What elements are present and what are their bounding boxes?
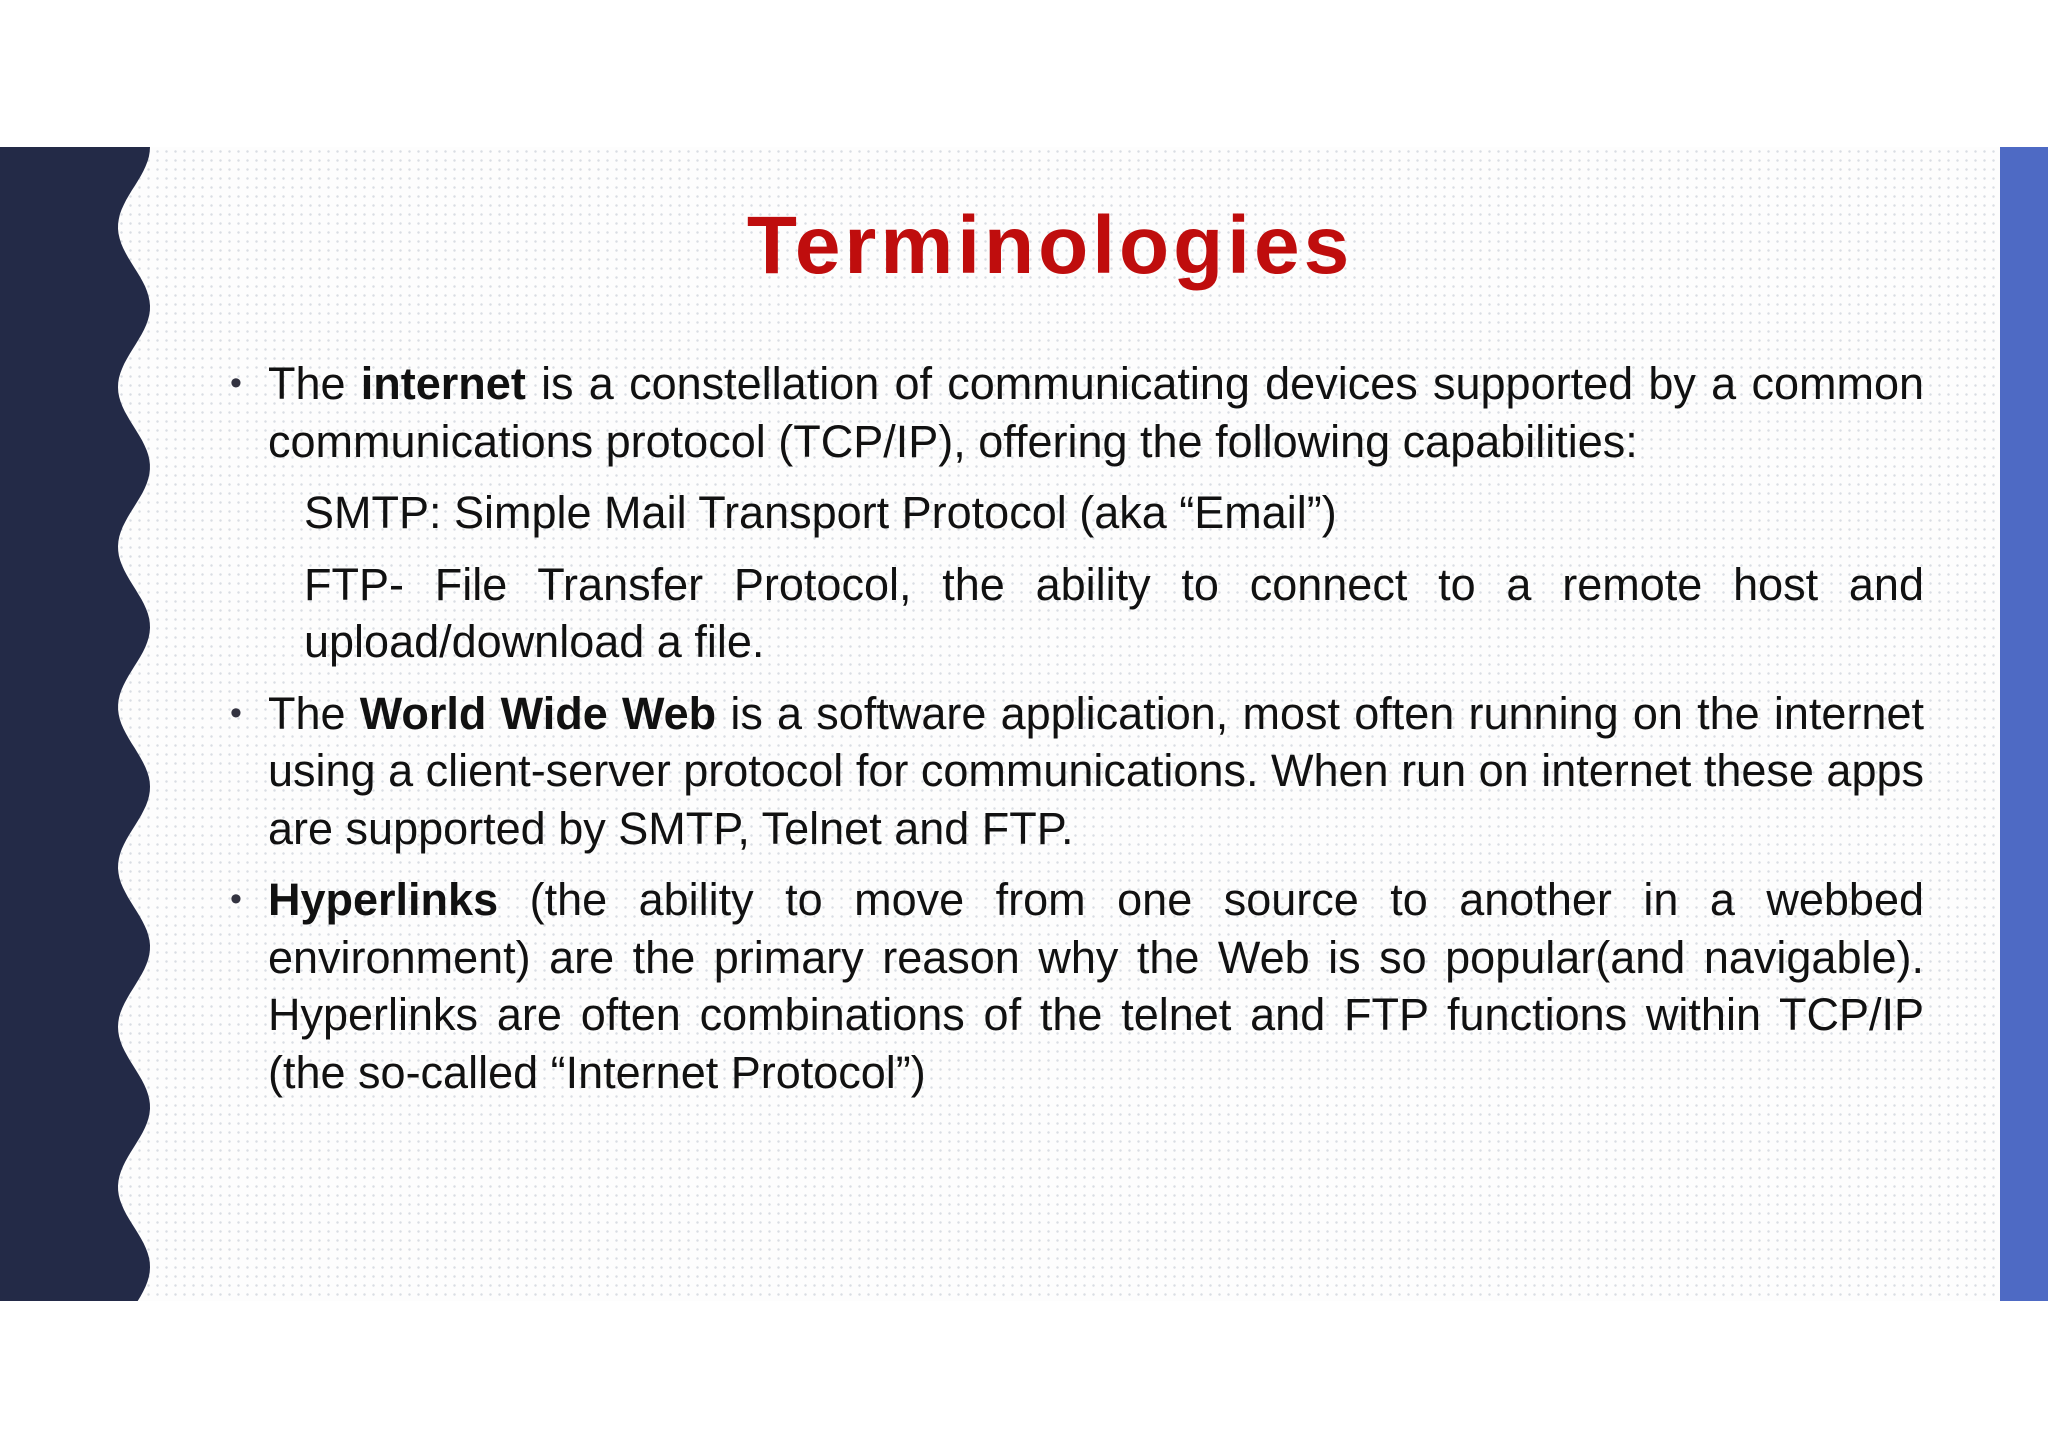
bullet-marker: • [230,693,242,732]
bullet-internet [230,355,1924,470]
sub-item-ftp: FTP- File Transfer Protocol, the ability to connect to a remote host and upload/download a file. [304,558,1924,667]
bullet-text-pre: The [268,687,360,739]
slide [0,147,2048,1301]
bullet-marker: • [230,880,242,918]
bullet-hyperlinks [230,871,1924,1101]
slide-content [230,355,1924,1115]
bullet-text-post: (the ability to move from one source to another in a webbed environment) are the primary reason why the Web is so popular(and navigable). Hyperlinks are often combinations of the telnet and FTP functions within TCP/IP (the so-called “Internet Protocol”) [268,874,1924,1098]
bullet-term-hyperlinks: Hyperlinks [268,874,499,925]
bullet-term-internet: internet [360,358,526,409]
bullet-text-post: is a constellation of communicating devices supported by a common communications protocol (TCP/IP), offering the following capabilities: [268,358,1924,467]
bullet-text-post: is a software application, most often running on the internet using a client-server protocol for communications. When run on internet these apps are supported by SMTP, Telnet and FTP. [268,687,1924,854]
bullet-marker: • [230,364,242,402]
bullet-world-wide-web [230,685,1924,858]
bullet-text-pre: The [268,358,361,409]
slide-title: Terminologies [746,200,1354,291]
sub-item-smtp: SMTP: Simple Mail Transport Protocol (aka “Email”) [304,487,1337,538]
left-wave-band [0,147,160,1301]
bullet-term-www: World Wide Web [359,687,717,739]
right-accent-band [2000,147,2048,1301]
